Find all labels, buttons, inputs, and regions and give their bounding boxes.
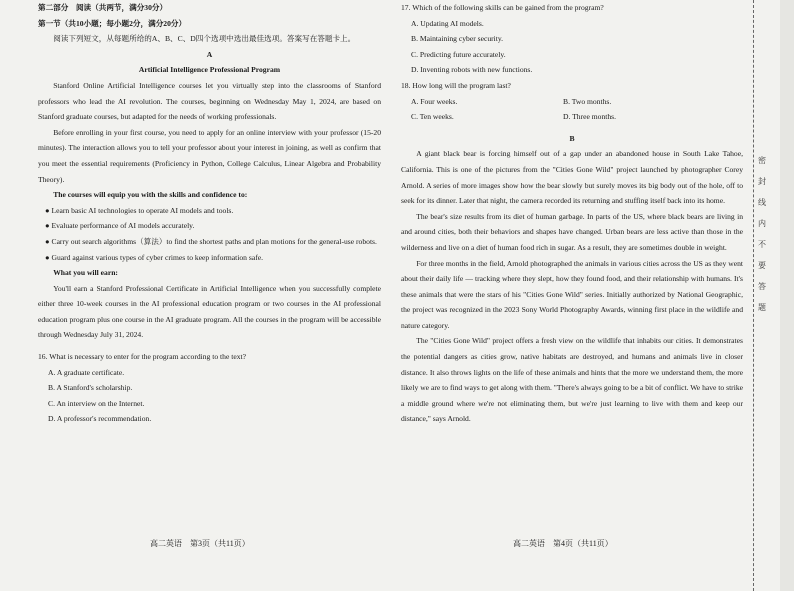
- q18-option-c: C. Ten weeks.: [411, 112, 454, 122]
- passage-a-para-3: You'll earn a Stanford Professional Certificate in Artificial Intelligence when you successfully complete either three 10-week courses in the AI professional education program or two courses in the AI professional education program plus one course in the AI graduate program. All the courses in the program will be accessible through Wednesday July 31, 2024.: [38, 283, 381, 340]
- passage-b-para-4: The "Cities Gone Wild" project offers a fresh view on the wildlife that inhabits our cities. It demonstrates the potential dangers as cities grow, native habitats are destroyed, and humans and animals live in closer distance. It also throws lights on the life of these animals and hints that the more we understand them, the more likely we are to find ways to get along with them. "There's always going to be a bit of conflict. We have to strike a middle ground where we're not eliminating them, but we're just learning to live with them and keep our distance," says Arnold.: [401, 336, 743, 424]
- skill-bullet-1: ● Learn basic AI technologies to operate AI models and tools.: [45, 205, 234, 215]
- q18-option-b: B. Two months.: [563, 96, 612, 106]
- passage-b-para-3: For three months in the field, Arnold photographed the animals in various cities across the US as they went about their daily life — tracking where they slept, how they found food, and their relationship with humans. It's these animals that were the stars of his "Cities Gone Wild" series. Initially authorized by National Geographic, the project was recognized in the 2023 Sony World Photography Awards, winning first place in the wildlife and nature category.: [401, 258, 743, 330]
- passage-a-para-1: Stanford Online Artificial Intelligence courses let you virtually step into the classrooms of Stanford professors who lead the AI revolution. The courses, beginning on Wednesday May 1, 2024, are based on Stanford graduate courses, but adapted for the needs of working professionals.: [38, 80, 381, 122]
- page-edge: [780, 0, 794, 591]
- passage-letter-b: B: [569, 133, 575, 143]
- skill-bullet-3: ● Carry out search algorithms（算法）to find the shortest paths and plan motions for the general-use robots.: [45, 236, 377, 246]
- q18-option-a: A. Four weeks.: [411, 96, 458, 106]
- question-17-stem: 17. Which of the following skills can be gained from the program?: [401, 3, 604, 12]
- passage-b-para-1: A giant black bear is forcing himself out of a gap under an abandoned house in South Lake Tahoe, California. This is one of the pictures from the "Cities Gone Wild" project launched by photographer Corey Arnold. A series of more images show how the bear slowly but surely moves its big body out of the hole, off to seek for its dinner. Later that night, the camera recorded its returning and stuffing itself back into its home.: [401, 149, 743, 206]
- passage-letter-a: A: [206, 49, 213, 59]
- q16-option-d: D. A professor's recommendation.: [48, 414, 152, 424]
- right-page-footer: 高二英语 第4页（共11页）: [513, 539, 613, 548]
- skill-bullet-2: ● Evaluate performance of AI models accurately.: [45, 221, 195, 231]
- q17-option-b: B. Maintaining cyber security.: [411, 34, 504, 44]
- q16-option-b: B. A Stanford's scholarship.: [48, 383, 133, 393]
- q17-option-d: D. Inventing robots with new functions.: [411, 65, 533, 75]
- instruction: 阅读下列短文，从每题所给的A、B、C、D四个选项中选出最佳选项。答案写在答题卡上。: [53, 34, 356, 44]
- seal-line-notice: 密封线内不要答题: [758, 156, 766, 312]
- q16-option-a: A. A graduate certificate.: [48, 367, 125, 377]
- left-page-footer: 高二英语 第3页（共11页）: [150, 539, 250, 548]
- skills-heading: The courses will equip you with the skills and confidence to:: [53, 190, 248, 200]
- section-heading: 第一节（共10小题；每小题2分，满分20分）: [38, 18, 187, 28]
- seal-line: [753, 0, 755, 591]
- part-heading: 第二部分 阅读（共两节，满分30分）: [38, 3, 168, 12]
- earn-heading: What you will earn:: [53, 268, 118, 278]
- question-16-stem: 16. What is necessary to enter for the program according to the text?: [38, 352, 246, 362]
- passage-a-para-2: Before enrolling in your first course, you need to apply for an online interview with your professor (15-20 minutes). The interaction allows you to tell your professor about your interest in joining, as well as confirm that you meet the essential requirements (Proficiency in Python, College Calculus, Linear Algebra and Probability Theory).: [38, 127, 381, 184]
- q18-options-row-1: [401, 94, 743, 110]
- passage-title: Artificial Intelligence Professional Program: [138, 65, 281, 75]
- q17-option-a: A. Updating AI models.: [411, 18, 484, 28]
- passage-b-para-2: The bear's size results from its diet of human garbage. In parts of the US, where black bears are living in and around cities, both their behaviors and shapes have changed. Urban bears are less active than those in the wilderness and live on a diet of human food rich in sugar. As a result, they are sometimes double in weight.: [401, 211, 743, 252]
- q18-option-d: D. Three months.: [563, 112, 617, 122]
- q18-options-row-2: [401, 109, 743, 125]
- left-page: [38, 0, 381, 427]
- right-page: [401, 0, 743, 427]
- q16-option-c: C. An interview on the Internet.: [48, 398, 145, 408]
- q17-option-c: C. Predicting future accurately.: [411, 49, 506, 59]
- skill-bullet-4: ● Guard against various types of cyber crimes to keep information safe.: [45, 252, 264, 262]
- question-18-stem: 18. How long will the program last?: [401, 80, 511, 90]
